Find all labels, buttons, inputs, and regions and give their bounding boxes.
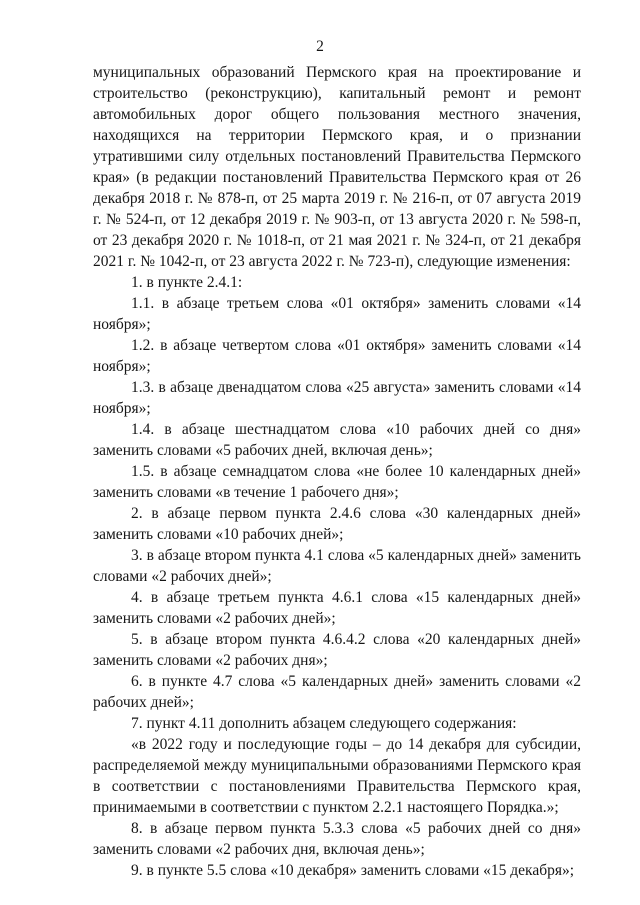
paragraph-item-2: 2. в абзаце первом пункта 2.4.6 слова «30 календарных дней» заменить словами «10 рабочих дней»; (93, 505, 581, 543)
paragraph-item-6: 6. в пункте 4.7 слова «5 календарных дней» заменить словами «2 рабочих дней»; (93, 673, 581, 711)
paragraph-item-1-4: 1.4. в абзаце шестнадцатом слова «10 рабочих дней со дня» заменить словами «5 рабочих дней, включая день»; (93, 421, 581, 459)
paragraph-item-3: 3. в абзаце втором пункта 4.1 слова «5 календарных дней» заменить словами «2 рабочих дней»; (93, 547, 581, 585)
paragraph-item-4: 4. в абзаце третьем пункта 4.6.1 слова «15 календарных дней» заменить словами «2 рабочих дней»; (93, 589, 581, 627)
paragraph-item-1-1: 1.1. в абзаце третьем слова «01 октября» заменить словами «14 ноября»; (93, 295, 581, 333)
paragraph-item-1-2: 1.2. в абзаце четвертом слова «01 октября» заменить словами «14 ноября»; (93, 337, 581, 375)
paragraph-item-5: 5. в абзаце втором пункта 4.6.4.2 слова «20 календарных дней» заменить словами «2 рабочих дня»; (93, 631, 581, 669)
paragraph-item-1-5: 1.5. в абзаце семнадцатом слова «не более 10 календарных дней» заменить словами «в течение 1 рабочего дня»; (93, 463, 581, 501)
page-number: 2 (316, 38, 324, 55)
paragraph-item-1-3: 1.3. в абзаце двенадцатом слова «25 августа» заменить словами «14 ноября»; (93, 379, 581, 417)
paragraph-item-9: 9. в пункте 5.5 слова «10 декабря» заменить словами «15 декабря»; (131, 862, 575, 879)
paragraph-item-8: 8. в абзаце первом пункта 5.3.3 слова «5 рабочих дней со дня» заменить словами «2 рабочих дня, включая день»; (93, 820, 581, 858)
paragraph-item-1: 1. в пункте 2.4.1: (131, 274, 243, 291)
paragraph-quote: «в 2022 году и последующие годы – до 14 декабря для субсидии, распределяемой между муниципальными образованиями Пермского края в соответствии с постановлениями Правительства Пермского края, принимаемыми в соответствии с пунктом 2.2.1 настоящего Порядка.»; (93, 736, 581, 816)
paragraph-intro: муниципальных образований Пермского края на проектирование и строительство (реконструкцию), капитальный ремонт и ремонт автомобильных дорог общего пользования местного значения, находящихся на территории Пермского края, и о признании утратившими силу отдельных постановлений Правительства Пермского края» (в редакции постановлений Правительства Пермского края от 26 декабря 2018 г. № 878-п, от 25 марта 2019 г. № 216-п, от 07 августа 2019 г. № 524-п, от 12 декабря 2019 г. № 903-п, от 13 августа 2020 г. № 598-п, от 23 декабря 2020 г. № 1018-п, от 21 мая 2021 г. № 324-п, от 21 декабря 2021 г. № 1042-п, от 23 августа 2022 г. № 723-п), следующие изменения: (93, 64, 581, 270)
document-body (93, 62, 581, 881)
paragraph-item-7: 7. пункт 4.11 дополнить абзацем следующего содержания: (131, 715, 517, 732)
